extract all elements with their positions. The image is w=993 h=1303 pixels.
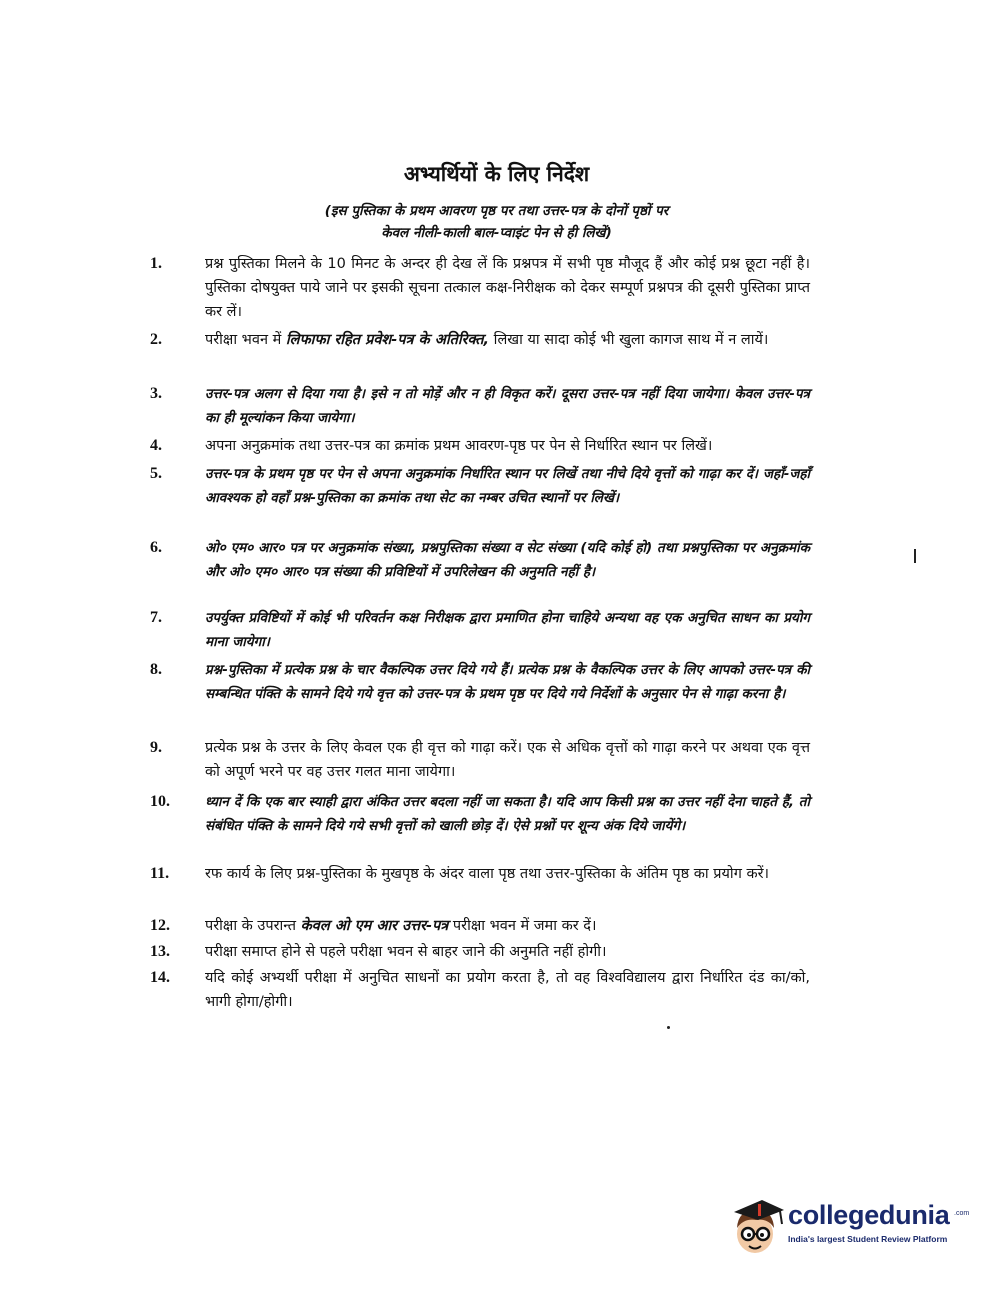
instruction-text: प्रश्न पुस्तिका मिलने के 10 मिनट के अन्दर ही देख लें कि प्रश्नपत्र में सभी पृष्ठ मौजूद हैं और कोई प्रश्न छूटा नहीं है। पुस्तिका दोषयुक्त पाये जाने पर इसकी सूचना तत्काल कक्ष-निरीक्षक को देकर सम्पूर्ण प्रश्नपत्र की दूसरी पुस्तिका प्राप्त कर लें। [205, 256, 810, 320]
instruction-text: उपर्युक्त प्रविष्टियों में कोई भी परिवर्तन कक्ष निरीक्षक द्वारा प्रमाणित होना चाहिये अन्यथा वह एक अनुचित साधन का प्रयोग माना जायेगा। [205, 610, 810, 650]
subtitle [0, 200, 993, 244]
instruction-number: 4. [150, 437, 162, 454]
instruction-text: परीक्षा समाप्त होने से पहले परीक्षा भवन से बाहर जाने की अनुमति नहीं होगी। [205, 944, 607, 960]
brand-name: collegedunia [788, 1200, 950, 1230]
brand-suffix: .com [954, 1210, 970, 1217]
instruction-number: 12. [150, 917, 170, 934]
instruction-number: 7. [150, 609, 162, 626]
instruction-text: उत्तर-पत्र अलग से दिया गया है। इसे न तो मोड़ें और न ही विकृत करें। दूसरा उत्तर-पत्र नहीं दिया जायेगा। केवल उत्तर-पत्र का ही मूल्यांकन किया जायेगा। [205, 386, 810, 426]
instruction-text-part: परीक्षा के उपरान्त [205, 918, 301, 934]
instruction-text: उत्तर-पत्र के प्रथम पृष्ठ पर पेन से अपना अनुक्रमांक निर्धारित स्थान पर लिखें तथा नीचे दिये वृत्तों को गाढ़ा कर दें। जहाँ-जहाँ आवश्यक हो वहाँ प्रश्न-पुस्तिका का क्रमांक तथा सेट का नम्बर उचित स्थानों पर लिखें। [205, 466, 810, 506]
instruction-number: 13. [150, 943, 170, 960]
instruction-number: 10. [150, 793, 170, 810]
brand-tagline: India's largest Student Review Platform [788, 1234, 948, 1244]
scan-dot [667, 1026, 670, 1029]
instruction-number: 3. [150, 385, 162, 402]
instruction-text [205, 914, 810, 938]
subtitle-line-2: केवल नीली-काली बाल-प्वाइंट पेन से ही लिखें) [381, 225, 612, 241]
instruction-text-part: परीक्षा भवन में [205, 332, 286, 348]
instruction-text: ध्यान दें कि एक बार स्याही द्वारा अंकित उत्तर बदला नहीं जा सकता है। यदि आप किसी प्रश्न का उत्तर नहीं देना चाहते हैं, तो संबंधित पंक्ति के सामने दिये गये सभी वृत्तों को खाली छोड़ दें। ऐसे प्रश्नों पर शून्य अंक दिये जायेंगे। [205, 794, 810, 834]
instruction-number: 2. [150, 331, 162, 348]
instruction-number: 5. [150, 465, 162, 482]
instruction-text: प्रत्येक प्रश्न के उत्तर के लिए केवल एक ही वृत्त को गाढ़ा करें। एक से अधिक वृत्तों को गाढ़ा करने पर अथवा एक वृत्त को अपूर्ण भरने पर वह उत्तर गलत माना जायेगा। [205, 740, 810, 780]
instruction-number: 6. [150, 539, 162, 556]
instruction-number: 9. [150, 739, 162, 756]
instruction-text [205, 328, 810, 352]
instruction-number: 8. [150, 661, 162, 678]
instruction-text-part: लिखा या सादा कोई भी खुला कागज साथ में न लायें। [489, 332, 769, 348]
instruction-number: 11. [150, 865, 170, 882]
subtitle-line-1: (इस पुस्तिका के प्रथम आवरण पृष्ठ पर तथा उत्तर-पत्र के दोनों पृष्ठों पर [324, 203, 669, 219]
instruction-text: रफ कार्य के लिए प्रश्न-पुस्तिका के मुखपृष्ठ के अंदर वाला पृष्ठ तथा उत्तर-पुस्तिका के अंतिम पृष्ठ का प्रयोग करें। [205, 866, 770, 882]
instruction-number: 1. [150, 255, 162, 272]
instruction-text: ओ० एम० आर० पत्र पर अनुक्रमांक संख्या, प्रश्नपुस्तिका संख्या व सेट संख्या (यदि कोई हो) तथा प्रश्नपुस्तिका पर अनुक्रमांक और ओ० एम० आर० पत्र संख्या की प्रविष्टियों में उपरिलेखन की अनुमति नहीं है। [205, 540, 810, 580]
instruction-text-part: परीक्षा भवन में जमा कर दें। [448, 918, 597, 934]
mascot-graduation-cap-icon [728, 1198, 786, 1256]
instruction-text-emphasis: केवल ओ एम आर उत्तर-पत्र [300, 918, 449, 934]
instruction-text: अपना अनुक्रमांक तथा उत्तर-पत्र का क्रमांक प्रथम आवरण-पृष्ठ पर पेन से निर्धारित स्थान पर लिखें। [205, 438, 713, 454]
instruction-text: यदि कोई अभ्यर्थी परीक्षा में अनुचित साधनों का प्रयोग करता है, तो वह विश्वविद्यालय द्वारा निर्धारित दंड का/को, भागी होगा/होगी। [205, 970, 810, 1010]
page-title: अभ्यर्थियों के लिए निर्देश [403, 162, 590, 186]
instruction-text: प्रश्न-पुस्तिका में प्रत्येक प्रश्न के चार वैकल्पिक उत्तर दिये गये हैं। प्रत्येक प्रश्न के वैकल्पिक उत्तर के लिए आपको उत्तर-पत्र की सम्बन्धित पंक्ति के सामने दिये गये वृत्त को उत्तर-पत्र के प्रथम पृष्ठ पर दिये गये निर्देशों के अनुसार पेन से गाढ़ा करना है। [205, 662, 810, 702]
scan-mark [914, 549, 916, 563]
instruction-number: 14. [150, 969, 170, 986]
collegedunia-watermark [728, 1198, 968, 1258]
instruction-text-emphasis: लिफाफा रहित प्रवेश-पत्र के अतिरिक्त, [285, 332, 490, 348]
